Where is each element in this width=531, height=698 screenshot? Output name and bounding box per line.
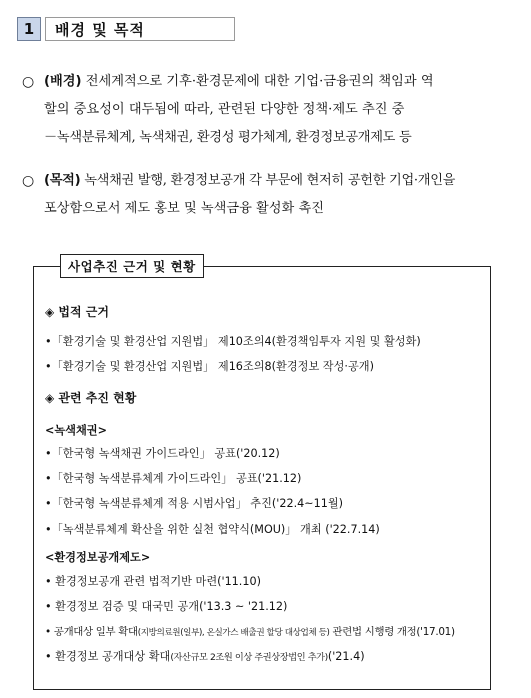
background-tag: (배경): [44, 74, 82, 89]
legal-basis-heading: ◈ 법적 근거: [45, 305, 109, 319]
circle-bullet-icon: ○: [22, 74, 35, 90]
background-paragraph: [22, 68, 528, 158]
paragraph-line: 포상함으로서 제도 홍보 및 녹색금융 활성화 촉진: [44, 201, 324, 216]
paragraph-text: 녹색채권 발행, 환경정보공개 각 부문에 현저히 공헌한 기업·개인을: [80, 173, 456, 188]
list-item-text: • 환경정보 공개대상 확대: [45, 650, 171, 663]
list-item-text: • 공개대상 일부 확대: [45, 626, 138, 638]
list-item-note: (지방의료원(일부), 온실가스 배출권 할당 대상업체 등): [137, 628, 330, 638]
list-item: •「환경기술 및 환경산업 지원법」 제16조의8(환경정보 작성·공개): [45, 360, 374, 373]
list-item: •「한국형 녹색채권 가이드라인」 공표('20.12): [45, 447, 280, 460]
status-box-label: 사업추진 근거 및 현황: [60, 254, 204, 278]
list-item: •「녹색분류체계 확산을 위한 실천 협약식(MOU)」 개최 ('22.7.14): [45, 523, 380, 536]
list-item: •「환경기술 및 환경산업 지원법」 제10조의4(환경책임투자 지원 및 활성화): [45, 335, 421, 348]
list-item: [45, 648, 365, 664]
paragraph-text: 전세계적으로 기후·환경문제에 대한 기업·금융권의 책임과 역: [81, 74, 434, 89]
list-item-note: (자산규모 2조원 이상 주권상장법인 추가): [170, 652, 328, 663]
section-number: 1: [17, 17, 41, 41]
list-item: • 환경정보공개 관련 법적기반 마련('11.10): [45, 575, 261, 588]
paragraph-line: －녹색분류체계, 녹색채권, 환경성 평가체계, 환경정보공개제도 등: [44, 130, 412, 145]
purpose-paragraph: [22, 167, 528, 227]
circle-bullet-icon: ○: [22, 173, 35, 189]
list-item: •「한국형 녹색분류체계 적용 시범사업」 추진('22.4~11월): [45, 497, 344, 510]
status-heading: ◈ 관련 추진 현황: [45, 391, 137, 405]
green-bond-subheading: <녹색채권>: [45, 424, 107, 437]
list-item: [45, 623, 455, 638]
paragraph-line: 할의 중요성이 대두됨에 따라, 관련된 다양한 정책·제도 추진 중: [44, 102, 405, 117]
purpose-tag: (목적): [44, 173, 81, 188]
list-item: •「한국형 녹색분류체계 가이드라인」 공표('21.12): [45, 472, 302, 485]
list-item-text: ('21.4): [327, 650, 365, 663]
list-item-text: 관련법 시행령 개정('17.01): [329, 626, 455, 638]
paragraph-line: [44, 167, 528, 195]
section-title: 배경 및 목적: [45, 17, 235, 41]
paragraph-line: [44, 68, 528, 96]
list-item: • 환경정보 검증 및 대국민 공개('13.3 ~ '21.12): [45, 600, 288, 613]
disclosure-subheading: <환경정보공개제도>: [45, 551, 151, 564]
